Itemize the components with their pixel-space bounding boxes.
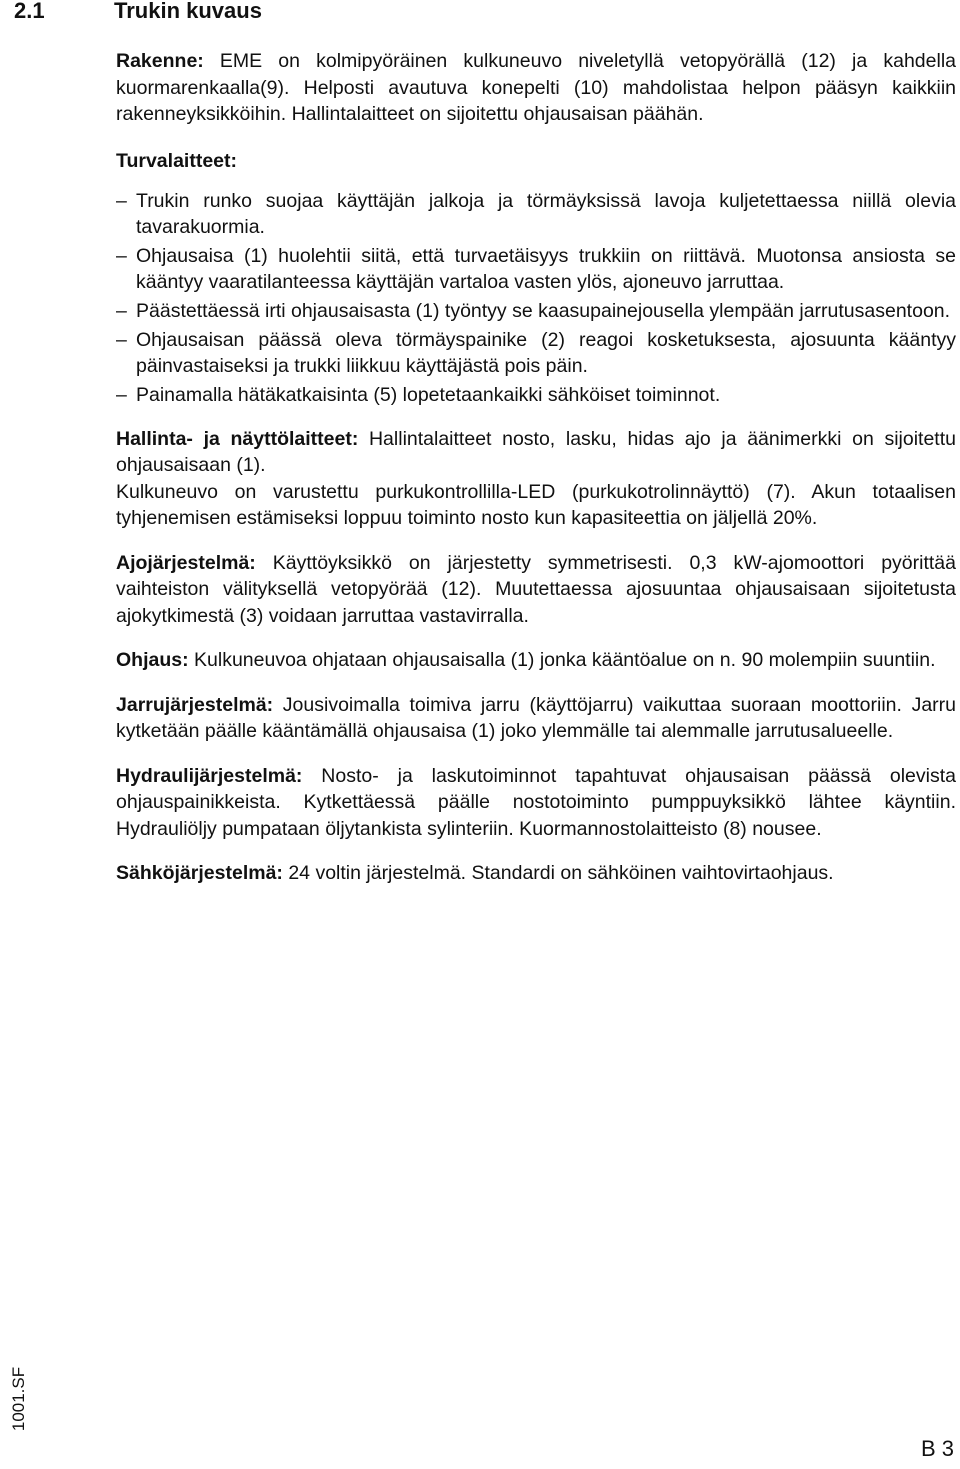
hallinta-paragraph-2: Kulkuneuvo on varustettu purkukontrollilla-LED (purkukotrolinnäyttö) (7). Akun totaalisen tyhjenemisen estämiseksi loppuu toiminto nosto kun kapasiteettia on jäljellä 20%. (116, 480, 956, 529)
list-item-text: Päästettäessä irti ohjausaisasta (1) työntyy se kaasupainejousella ylempään jarrutusasentoon. (136, 299, 951, 322)
rakenne-text: EME on kolmipyöräinen kulkuneuvo niveletyllä vetopyörällä (12) ja kahdella kuormarenkaalla(9). Helposti avautuva konepelti (10) mahdolistaa helpon pääsyn kaikkiin rakenneyksikköihin. Hallintalaitteet on sijoitettu ohjausaisan päähän. (116, 50, 956, 125)
dash-bullet: – (116, 328, 127, 351)
list-item (116, 382, 956, 408)
list-item (116, 298, 956, 324)
list-item-text: Trukin runko suojaa käyttäjän jalkoja ja törmäyksissä lavoja kuljetettaessa niillä olevia tavarakuormia. (136, 189, 956, 238)
jarru-text: Jousivoimalla toimiva jarru (käyttöjarru) vaikuttaa suoraan moottoriin. Jarru kytketään päälle kääntämällä ohjausaisa (1) joko ylemmälle tai alemmalle jarrutusalueelle. (116, 693, 956, 742)
doc-code-margin (10, 1365, 28, 1437)
list-item-text: Painamalla hätäkatkaisinta (5) lopetetaankaikki sähköiset toiminnot. (136, 383, 721, 406)
hallinta-text: Hallintalaitteet nosto, lasku, hidas ajo ja äänimerkki on sijoitettu ohjausaisaan (1). (116, 427, 956, 476)
list-item-text: Ohjausaisa (1) huolehtii siitä, että turvaetäisyys trukkiin on riittävä. Muotonsa ansiosta se kääntyy vaaratilanteessa käyttäjän vartaloa vasten ylös, ajoneuvo jarruttaa. (136, 244, 956, 293)
dash-bullet: – (116, 299, 127, 322)
list-item (116, 188, 956, 240)
ohjaus-text: Kulkuneuvoa ohjataan ohjausaisalla (1) jonka kääntöalue on n. 90 molempiin suuntiin. (188, 649, 936, 671)
hydrauli-text: Nosto- ja laskutoiminnot tapahtuvat ohjausaisan päässä olevista ohjauspainikkeista. Kytkettäessä päälle nostotoiminto pumppuyksikkö lähtee käyntiin. Hydrauliöljy pumpataan öljytankista sylinteriin. Kuormannostolaitteisto (8) nousee. (116, 764, 956, 840)
hallinta-paragraph (116, 426, 956, 479)
section-number: 2.1 (14, 0, 45, 23)
section-body (116, 48, 956, 887)
hallinta-label: Hallinta- ja näyttölaitteet: (116, 427, 359, 450)
sahko-text: 24 voltin järjestelmä. Standardi on sähköinen vaihtovirtaohjaus. (282, 862, 834, 884)
ohjaus-label: Ohjaus: (116, 649, 189, 671)
rakenne-label: Rakenne: (116, 50, 204, 72)
dash-bullet: – (116, 244, 127, 267)
page-number: B 3 (920, 1436, 954, 1461)
list-item-text: Ohjausaisan päässä oleva törmäyspainike (2) reagoi kosketuksesta, ajosuunta kääntyy päinvastaiseksi ja trukki liikkuu käyttäjästä pois päin. (136, 328, 956, 377)
section-title: Trukin kuvaus (114, 0, 262, 23)
dash-bullet: – (116, 383, 127, 406)
ajo-label: Ajojärjestelmä: (116, 551, 256, 574)
turvalaitteet-list (116, 188, 956, 408)
ohjaus-paragraph (116, 647, 956, 674)
list-item (116, 327, 956, 379)
sahko-paragraph (116, 860, 956, 887)
ajo-paragraph (116, 550, 956, 630)
rakenne-paragraph (116, 48, 956, 128)
section-heading (14, 0, 262, 24)
list-item (116, 243, 956, 295)
turvalaitteet-label: Turvalaitteet: (116, 149, 237, 172)
jarru-label: Jarrujärjestelmä: (116, 693, 274, 716)
ajo-text: Käyttöyksikkö on järjestetty symmetrisesti. 0,3 kW-ajomoottori pyörittää vaihteiston välityksellä vetopyörää (12). Muutettaessa ajosuuntaa ohjausaisaan sijoitetusta ajokytkimestä (3) voidaan jarruttaa vastavirralla. (116, 551, 956, 627)
doc-code: 1001.SF (9, 1366, 28, 1432)
jarru-paragraph (116, 692, 956, 745)
hydrauli-label: Hydraulijärjestelmä: (116, 764, 303, 787)
dash-bullet: – (116, 189, 127, 212)
sahko-label: Sähköjärjestelmä: (116, 862, 283, 884)
hydrauli-paragraph (116, 763, 956, 843)
